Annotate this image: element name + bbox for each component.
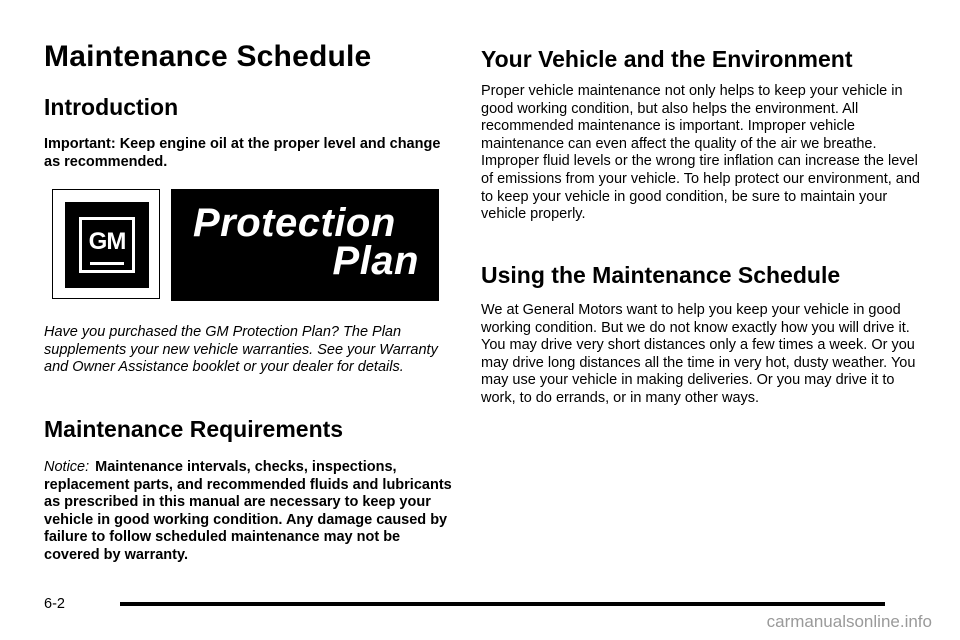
footer-rule: [120, 602, 885, 606]
protection-plan-text: Have you purchased the GM Protection Plan? The Plan supplements your new vehicle warranties. See your Warranty and Owner Assistance booklet or your dealer for details.: [44, 324, 438, 376]
notice-label: Notice:: [44, 459, 90, 475]
gm-logo-text: GM: [88, 228, 126, 255]
protection-plan-line1: Protection: [193, 201, 396, 245]
page-number: 6-2: [44, 596, 65, 612]
important-note: Important: Keep engine oil at the proper level and change as recommended.: [44, 136, 441, 170]
gm-logo-frame: [52, 189, 160, 299]
protection-plan-line2: Plan: [332, 239, 419, 283]
watermark: carmanualsonline.info: [766, 612, 932, 631]
environment-text: Proper vehicle maintenance not only helps to keep your vehicle in good working condition, but also helps the environment. All recommended maintenance is important. Improper vehicle maintenance can even affect the quality of the air we breathe. Improper fluid levels or the wrong tire inflation can increase the level of emissions from your vehicle. To help protect our environment, and to keep your vehicle in good condition, be sure to maintain your vehicle properly.: [481, 83, 920, 223]
page-title: Maintenance Schedule: [44, 40, 372, 73]
gm-logo-square: [79, 217, 135, 273]
notice-paragraph: [44, 459, 454, 565]
using-schedule-heading: Using the Maintenance Schedule: [481, 262, 841, 288]
gm-logo-underline: [90, 262, 124, 265]
using-schedule-text: We at General Motors want to help you keep your vehicle in good working condition. But we do not know exactly how you will drive it. You may drive very short distances only a few times a week. Or you may drive long distances all the time in very hot, dusty weather. You may use your vehicle in making deliveries. Or you may drive it to work, to do errands, or in many other ways.: [481, 302, 916, 406]
protection-plan-banner: [171, 189, 439, 301]
notice-text: Maintenance intervals, checks, inspections, replacement parts, and recommended fluids and lubricants as prescribed in this manual are necessary to keep your vehicle in good working condition. Any damage caused by failure to follow scheduled maintenance may not be covered by warranty.: [44, 459, 452, 563]
requirements-heading: Maintenance Requirements: [44, 416, 344, 442]
gm-logo-background: [65, 202, 149, 288]
gm-protection-plan-logo: [52, 189, 439, 301]
introduction-heading: Introduction: [44, 94, 179, 120]
environment-heading: Your Vehicle and the Environment: [481, 46, 853, 72]
